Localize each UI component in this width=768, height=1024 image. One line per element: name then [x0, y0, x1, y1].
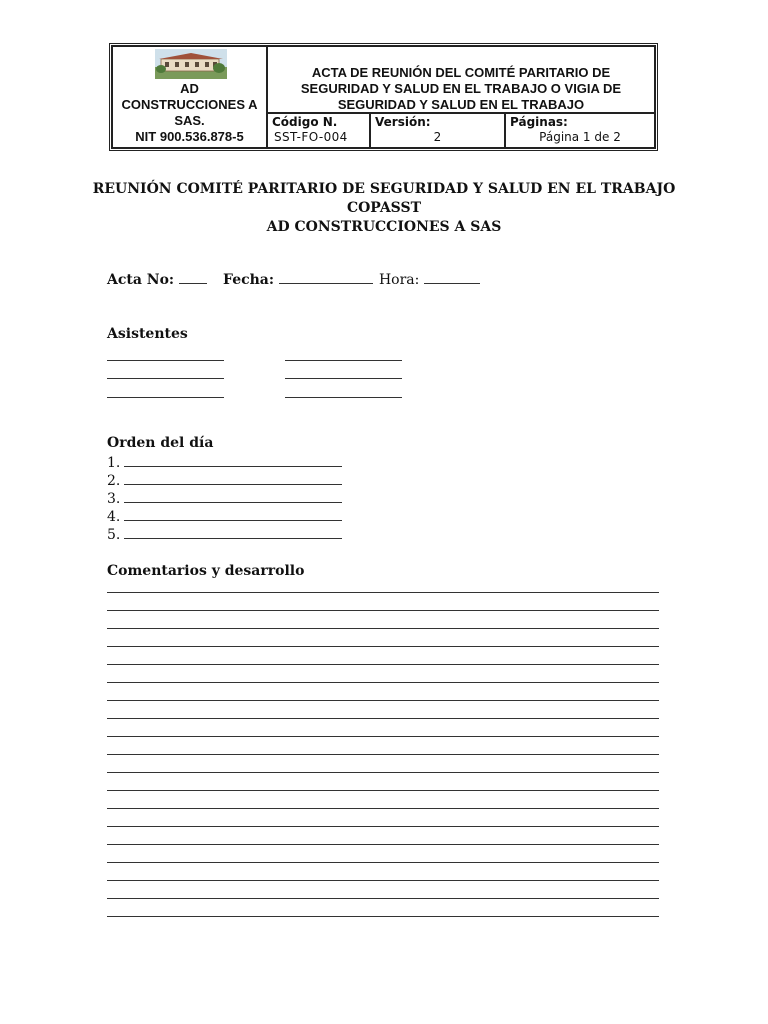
company-nit: NIT 900.536.878-5: [135, 129, 244, 144]
paginas-cell: [506, 114, 654, 147]
orden-item: [107, 509, 342, 525]
company-logo: [155, 49, 227, 79]
asistente-line[interactable]: [285, 397, 402, 398]
comentarios-heading: Comentarios y desarrollo: [107, 563, 305, 579]
asistente-line[interactable]: [285, 378, 402, 379]
orden-item-number: 3.: [107, 491, 121, 507]
orden-item: [107, 473, 342, 489]
comentario-line[interactable]: [107, 736, 659, 737]
orden-item-field[interactable]: [124, 455, 342, 467]
comentario-line[interactable]: [107, 916, 659, 917]
orden-item-number: 2.: [107, 473, 121, 489]
comentario-line[interactable]: [107, 592, 659, 593]
comentario-line[interactable]: [107, 862, 659, 863]
comentario-line[interactable]: [107, 826, 659, 827]
comentario-line[interactable]: [107, 628, 659, 629]
comentario-line[interactable]: [107, 682, 659, 683]
orden-item-number: 4.: [107, 509, 121, 525]
company-name: [113, 81, 266, 129]
form-header-table: [111, 45, 656, 149]
document-title-line: COPASST: [346, 200, 422, 216]
comentario-line[interactable]: [107, 610, 659, 611]
asistente-line[interactable]: [107, 397, 224, 398]
company-cell: [113, 47, 268, 147]
version-value: 2: [433, 130, 442, 144]
version-label: Versión:: [375, 115, 431, 129]
orden-item: [107, 491, 342, 507]
orden-item-number: 1.: [107, 455, 121, 471]
comentario-line[interactable]: [107, 754, 659, 755]
comentario-line[interactable]: [107, 718, 659, 719]
acta-label: Acta No:: [107, 272, 175, 288]
acta-number-field[interactable]: [179, 272, 207, 284]
fecha-label: Fecha:: [223, 272, 275, 288]
comentario-line[interactable]: [107, 646, 659, 647]
asistente-line[interactable]: [285, 360, 402, 361]
asistente-line[interactable]: [107, 360, 224, 361]
orden-item-field[interactable]: [124, 527, 342, 539]
paginas-label: Páginas:: [510, 115, 568, 129]
codigo-cell: [268, 114, 371, 147]
comentario-line[interactable]: [107, 700, 659, 701]
fecha-field[interactable]: [279, 272, 373, 284]
orden-item: [107, 455, 342, 471]
orden-item-number: 5.: [107, 527, 121, 543]
orden-item-field[interactable]: [124, 509, 342, 521]
hora-field[interactable]: [424, 272, 480, 284]
form-title-line: ACTA DE REUNIÓN DEL COMITÉ PARITARIO DE: [311, 65, 611, 80]
document-title-line: AD CONSTRUCCIONES A SAS: [266, 219, 502, 235]
comentario-line[interactable]: [107, 844, 659, 845]
comentario-line[interactable]: [107, 880, 659, 881]
form-title-line: SEGURIDAD Y SALUD EN EL TRABAJO: [337, 97, 585, 112]
comentario-line[interactable]: [107, 772, 659, 773]
company-line: CONSTRUCCIONES A: [121, 97, 258, 112]
version-cell: [371, 114, 506, 147]
hora-label: Hora:: [378, 272, 420, 288]
form-title-line: SEGURIDAD Y SALUD EN EL TRABAJO O VIGIA DE: [300, 81, 622, 96]
comentario-line[interactable]: [107, 664, 659, 665]
orden-item: [107, 527, 342, 543]
comentario-line[interactable]: [107, 898, 659, 899]
codigo-label: Código N.: [272, 115, 338, 129]
document-title: [0, 180, 768, 237]
comentario-line[interactable]: [107, 790, 659, 791]
asistente-line[interactable]: [107, 378, 224, 379]
codigo-value: SST-FO-004: [274, 130, 348, 144]
company-line: AD: [180, 81, 199, 96]
orden-item-field[interactable]: [124, 473, 342, 485]
company-line: SAS.: [174, 113, 205, 128]
orden-item-field[interactable]: [124, 491, 342, 503]
form-title: [268, 47, 654, 114]
comentario-line[interactable]: [107, 808, 659, 809]
document-title-line: REUNIÓN COMITÉ PARITARIO DE SEGURIDAD Y SALUD EN EL TRABAJO: [92, 181, 676, 197]
paginas-value: Página 1 de 2: [539, 130, 621, 144]
orden-heading: Orden del día: [107, 435, 214, 451]
asistentes-heading: Asistentes: [107, 326, 188, 342]
acta-info-row: [107, 272, 480, 288]
